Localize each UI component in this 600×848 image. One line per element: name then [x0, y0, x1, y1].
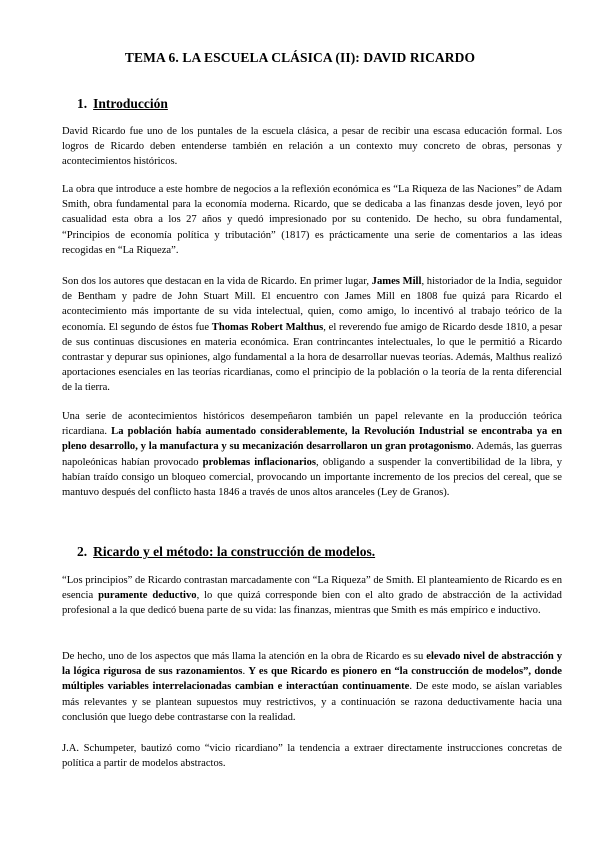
text-run: .	[242, 666, 249, 678]
paragraph-6	[62, 649, 562, 725]
text-run: . Además, las guerras napoleónicas habían provocado	[62, 441, 562, 468]
paragraph-1: David Ricardo fue uno de los puntales de la escuela clásica, a pesar de recibir una escasa educación formal. Los logros de Ricardo deben entenderse también en relación a un contexto muy concreto de obras, personas y acontecimientos históricos.	[62, 126, 562, 168]
bold-text-run: Y es que Ricardo es pionero en “la construcción de modelos”, donde múltiples variables interrelacionadas cambian e interactúan continuamente	[62, 666, 563, 693]
section-heading-introduccion	[77, 96, 168, 112]
text-run: , historiador de la India, seguidor de Bentham y padre de John Stuart Mill. El encuentro con James Mill en 1808 fue quizá para Ricardo el acontecimiento más importante de su vida intelectual, quien, como amigo, lo incentivó al trabajo teórico de la economía. El segundo de éstos fue	[62, 276, 562, 333]
bold-text-run: problemas inflacionarios	[202, 456, 317, 468]
text-run: , lo que quizá corresponde bien con el alto grado de abstracción de la actividad profesional a la que dedicó buena parte de su vida: las finanzas, mientras que Smith es más empírico e inductivo.	[62, 590, 562, 617]
bold-text-run: puramente deductivo	[98, 590, 197, 602]
section-number: 1.	[77, 96, 88, 111]
paragraph-4	[62, 409, 562, 500]
text-run: De hecho, uno de los aspectos que más llama la atención en la obra de Ricardo es su	[62, 651, 427, 662]
text-run: , el reverendo fue amigo de Ricardo desde 1810, a pesar de sus continuas discusiones en materia económica. Eran contrincantes intelectuales, lo que le permitió a Ricardo contrastar y depurar sus opiniones, algo fundamental a la hora de desarrollar nuevas teorías. Además, Malthus realizó aportaciones esenciales en las teorías ricardianas, como el principio de la población o la teoría de la renta diferencial de la tierra.	[62, 321, 562, 394]
section-title: Introducción	[93, 96, 168, 111]
paragraph-3	[62, 274, 562, 396]
bold-text-run: Thomas Robert Malthus	[211, 321, 324, 333]
section-number: 2.	[77, 544, 88, 559]
text-run: , obligando a suspender la convertibilidad de la libra, y habían traído consigo un bloqueo comercial, provocando un importante incremento de los precios del cereal, que se mantuvo después del conflicto hasta 1846 a través de unos altos aranceles (Ley de Granos).	[62, 456, 562, 499]
text-run: “Los principios” de Ricardo contrastan marcadamente con “La Riqueza” de Smith. El planteamiento de Ricardo es en esencia	[62, 575, 562, 602]
paragraph-2: La obra que introduce a este hombre de negocios a la reflexión económica es “La Riqueza de las Naciones” de Adam Smith, obra fundamental para la economía moderna. Ricardo, que se dedicaba a las finanzas desde joven, leyó por casualidad esta obra a los 27 años y quedó impresionado por su contenido. De hecho, su obra fundamental, “Principios de economía política y tributación” (1817) es prácticamente una serie de comentarios a las ideas recogidas en “La Riqueza”.	[62, 184, 562, 256]
text-run: . De este modo, se aíslan variables más relevantes y se plantean supuestos muy restrictivos, y a continuación se razona deductivamente hacia una conclusión que luego debe contrastarse con la realidad.	[62, 681, 562, 723]
paragraph-5	[62, 573, 562, 619]
bold-text-run: James Mill	[371, 276, 422, 287]
paragraph-7: J.A. Schumpeter, bautizó como “vicio ricardiano” la tendencia a extraer directamente instrucciones concretas de política a partir de modelos abstractos.	[62, 743, 562, 770]
section-title: Ricardo y el método: la construcción de modelos.	[93, 544, 376, 559]
bold-text-run: elevado nivel de abstracción y la lógica rigurosa de sus razonamientos	[62, 651, 563, 678]
text-run: Son dos los autores que destacan en la vida de Ricardo. En primer lugar,	[62, 276, 372, 287]
section-heading-metodo	[77, 544, 375, 560]
document-title: TEMA 6. LA ESCUELA CLÁSICA (II): DAVID RICARDO	[124, 50, 476, 65]
bold-text-run: La población había aumentado considerablemente, la Revolución Industrial se encontraba ya en pleno desarrollo, y la manufactura y su mecanización desarrollaron un gran protagonismo	[62, 426, 562, 453]
text-run: Una serie de acontecimientos históricos desempeñaron también un papel relevante en la producción teórica ricardiana.	[62, 411, 562, 438]
